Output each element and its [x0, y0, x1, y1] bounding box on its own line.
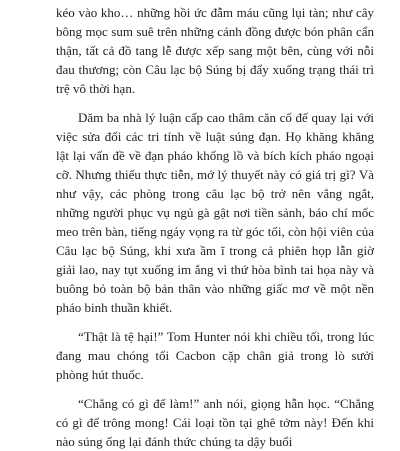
paragraph-2: Dăm ba nhà lý luận cấp cao thâm căn cố đế quay lại với việc sửa đổi các tri tính về luật súng đạn. Họ khăng khăng lật lại vấn đề về đạn pháo khổng lồ và bích kích pháo ngoại cỡ. Nhưng thiếu thực tiễn, mớ lý thuyết này có giá trị gì? Và như vậy, các phòng trong câu lạc bộ trở nên vắng ngắt, những người phục vụ ngủ gà gật nơi tiền sảnh, báo chí mốc meo trên bàn, tiếng ngáy vọng ra từ góc tối, còn hội viên của Câu lạc bộ Súng, khi xưa ầm ĩ trong cả phiên họp lẫn giờ giải lao, nay tụt xuống im ắng vì thứ hòa bình tai họa này và buông bỏ toàn bộ bản thân vào những giấc mơ về một nền pháo binh thuần khiết.	[56, 110, 374, 315]
paragraph-4: “Chẳng có gì để làm!” anh nói, giọng hẫn học. “Chẳng có gì để trông mong! Cái loại tồn tại ghê tởm này! Đến khi nào súng ống lại đánh thức chúng ta dậy buổi	[56, 396, 374, 449]
paragraph-3: “Thật là tệ hại!” Tom Hunter nói khi chiều tối, trong lúc đang mau chóng tối Cacbon cặp chân giả trong lò sưởi phòng hút thuốc.	[56, 329, 374, 382]
paragraph-1: kéo vào kho… những hồi ức đẫm máu cũng lụi tàn; như cây bông mọc sum suê trên những cánh đồng được bón phân cẩn thận, tất cả đồ tang lễ được xếp sang một bên, cùng với nỗi đau thương; còn Câu lạc bộ Súng bị đẩy xuống trạng thái trì trệ vô thời hạn.	[56, 5, 374, 96]
